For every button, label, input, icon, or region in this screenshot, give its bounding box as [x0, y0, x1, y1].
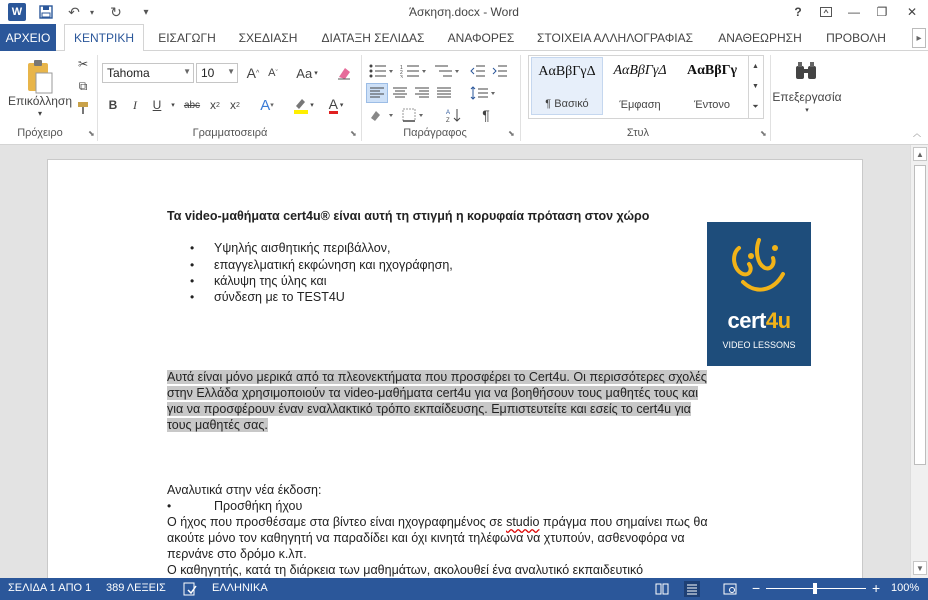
text-effects-label: A — [260, 96, 271, 114]
word-count[interactable]: 389 ΛΕΞΕΙΣ — [106, 582, 166, 594]
proofing-icon[interactable] — [182, 581, 198, 597]
subscript-button[interactable]: x 2 — [210, 98, 220, 112]
selected-text: Αυτά είναι μόνο μερικά από τα πλεονεκτήματα που προσφέρει το Cert4u. Οι περισσότερες σχολές — [167, 370, 707, 384]
group-divider — [520, 55, 521, 141]
bullet-icon: • — [190, 290, 195, 304]
numbering-button[interactable] — [398, 61, 430, 81]
clipboard-launcher-icon[interactable]: ⬊ — [88, 129, 95, 138]
copy-icon[interactable]: ⧉ — [78, 78, 88, 93]
read-mode-icon[interactable] — [654, 581, 670, 597]
font-group-label: Γραμματοσειρά — [192, 127, 268, 139]
tab-scroll-right-icon[interactable]: ▸ — [912, 28, 926, 48]
body-line[interactable]: Ο καθηγητής, κατά τη διάρκεια των μαθημάτων, ακολουθεί ένα αναλυτικό εκπαιδευτικό — [167, 563, 644, 577]
body-line[interactable] — [167, 515, 708, 529]
maximize-button[interactable]: ❐ — [876, 5, 888, 19]
tab-review[interactable]: ΑΝΑΘΕΩΡΗΣΗ — [718, 30, 802, 45]
chevron-down-icon: ▼ — [183, 67, 191, 76]
page-count[interactable]: ΣΕΛΙΔΑ 1 ΑΠΟ 1 — [8, 582, 92, 594]
styles-more-icon[interactable]: ⏷ — [748, 96, 762, 118]
editing-dropdown-icon[interactable]: ▾ — [805, 107, 809, 114]
styles-scroll-up-icon[interactable]: ▲ — [748, 56, 762, 76]
paste-dropdown-icon[interactable]: ▾ — [37, 108, 42, 118]
sort-icon[interactable] — [444, 105, 464, 125]
multilevel-list-button[interactable] — [432, 61, 462, 81]
ribbon-tabs — [0, 24, 928, 51]
bold-button[interactable]: B — [108, 98, 118, 112]
bullet-icon: • — [167, 499, 172, 513]
editing-button[interactable]: Επεξεργασία — [772, 90, 842, 104]
borders-button[interactable] — [400, 105, 430, 125]
details-intro[interactable]: Αναλυτικά στην νέα έκδοση: — [167, 483, 322, 497]
change-case-button[interactable]: Aa ▾ — [296, 65, 318, 81]
subscript-label: x — [210, 98, 217, 112]
paste-button[interactable]: Επικόλληση — [7, 94, 72, 108]
shrink-font-button[interactable]: A ˇ — [268, 67, 278, 79]
bullet-icon: • — [190, 258, 195, 272]
selected-paragraph-line[interactable] — [167, 418, 268, 432]
style-normal-name: ¶ Βασικό — [545, 98, 589, 110]
redo-icon[interactable]: ↻ — [110, 3, 122, 20]
logo-name-main: cert — [727, 308, 766, 333]
language-indicator[interactable]: ΕΛΛΗΝΙΚΑ — [212, 582, 268, 594]
logo-name — [707, 308, 811, 334]
justify-button[interactable] — [434, 83, 454, 103]
customize-toolbar-icon[interactable]: ▾ — [143, 6, 149, 18]
misspelled-word[interactable]: studio — [506, 515, 540, 529]
body-text: Ο ήχος που προσθέσαμε στα βίντεο είναι ηχογραφημένος σε — [167, 515, 507, 529]
style-strong[interactable] — [676, 57, 748, 115]
style-normal-sample: ΑαΒβΓγΔ — [538, 64, 596, 79]
print-layout-icon[interactable] — [684, 581, 700, 597]
logo-name-accent: 4u — [765, 308, 791, 333]
svg-text:2: 2 — [400, 70, 403, 76]
highlight-color-button[interactable]: ▾ — [290, 95, 316, 115]
collapse-ribbon-icon[interactable]: ︿ — [913, 128, 921, 138]
help-button[interactable]: ? — [794, 5, 802, 19]
body-line[interactable]: ακούτε μόνο τον καθηγητή να παραδίδει και όχι κινητά τηλέφωνα να χτυπούν, ασθενοφόρα να — [167, 531, 685, 545]
scroll-down-icon[interactable]: ▼ — [913, 561, 927, 575]
body-text: πράγμα που σημαίνει πως θα — [539, 515, 708, 529]
font-color-button[interactable]: A ▾ — [328, 95, 344, 112]
zoom-in-button[interactable]: + — [872, 580, 881, 596]
styles-group-label: Στυλ — [626, 127, 650, 139]
shrink-font-label: A — [268, 67, 276, 79]
bullet-icon: • — [190, 274, 195, 288]
group-divider — [770, 55, 771, 141]
zoom-slider-thumb[interactable] — [813, 583, 817, 594]
svg-text:1: 1 — [400, 65, 403, 71]
tab-home[interactable]: ΚΕΝΤΡΙΚΗ — [64, 24, 144, 52]
undo-dropdown-icon[interactable]: ▾ — [89, 7, 94, 17]
superscript-label: x — [230, 98, 237, 112]
tab-mailings[interactable]: ΣΤΟΙΧΕΙΑ ΑΛΛΗΛΟΓΡΑΦΙΑΣ — [536, 30, 694, 45]
vertical-scrollbar[interactable] — [910, 145, 928, 578]
selected-text: για να προσφέρουν έναν εναλλακτικό τρόπο εκπαίδευσης. Εμπιστευτείτε και εσείς το cert4u για — [167, 402, 691, 416]
selected-paragraph-line[interactable] — [167, 386, 698, 400]
show-formatting-marks-button[interactable]: ¶ — [482, 107, 490, 123]
chevron-down-icon: ▼ — [227, 67, 235, 76]
bullets-button[interactable] — [366, 61, 396, 81]
svg-text:A: A — [446, 110, 451, 116]
bullet-icon: • — [190, 241, 195, 255]
list-item[interactable]: σύνδεση με το TEST4U — [214, 290, 345, 304]
style-strong-name: Έντονο — [693, 99, 731, 111]
zoom-level[interactable]: 100% — [891, 582, 920, 594]
list-item[interactable]: κάλυψη της ύλης και — [214, 274, 327, 288]
zoom-out-button[interactable]: − — [752, 580, 761, 596]
tab-insert[interactable]: ΕΙΣΑΓΩΓΗ — [158, 30, 216, 45]
clipboard-group-label: Πρόχειρο — [17, 127, 63, 139]
tab-view[interactable]: ΠΡΟΒΟΛΗ — [826, 30, 886, 45]
tab-design[interactable]: ΣΧΕΔΙΑΣΗ — [238, 30, 298, 45]
font-launcher-icon[interactable]: ⬊ — [350, 129, 357, 138]
clear-formatting-icon[interactable] — [334, 63, 354, 83]
document-page[interactable] — [47, 159, 863, 578]
scroll-up-icon[interactable]: ▲ — [913, 147, 927, 161]
paste-icon[interactable] — [22, 57, 56, 97]
styles-launcher-icon[interactable]: ⬊ — [760, 129, 767, 138]
list-item[interactable]: Υψηλής αισθητικής περιβάλλον, — [214, 241, 391, 255]
align-center-button[interactable] — [390, 83, 410, 103]
selected-paragraph-line[interactable] — [167, 370, 707, 384]
binoculars-icon[interactable] — [790, 55, 822, 87]
cert4u-mascot-icon — [729, 234, 789, 298]
title-bar — [0, 0, 928, 24]
logo-subtitle: VIDEO LESSONS — [722, 340, 796, 350]
list-item[interactable]: Προσθήκη ήχου — [214, 499, 303, 513]
selected-text: τους μαθητές σας. — [167, 418, 268, 432]
styles-scroll-down-icon[interactable]: ▼ — [748, 76, 762, 96]
grow-font-button[interactable]: A ^ — [246, 65, 260, 81]
shading-button[interactable] — [366, 105, 396, 125]
style-emphasis-sample: ΑαΒβΓγΔ — [613, 63, 667, 78]
group-divider — [361, 55, 362, 141]
align-left-button[interactable] — [366, 83, 388, 103]
paragraph-launcher-icon[interactable]: ⬊ — [508, 129, 515, 138]
style-strong-sample: ΑαΒβΓγ — [686, 63, 738, 78]
ribbon-display-options-button[interactable] — [814, 2, 838, 22]
paragraph-group-label: Παράγραφος — [403, 127, 467, 139]
style-normal[interactable] — [531, 57, 603, 115]
body-line[interactable]: περνάνε στο δρόμο κ.λπ. — [167, 547, 307, 561]
style-emphasis[interactable] — [604, 57, 676, 115]
tab-file[interactable]: ΑΡΧΕΙΟ — [0, 24, 56, 51]
svg-text:Z: Z — [446, 118, 450, 123]
align-right-button[interactable] — [412, 83, 432, 103]
word-app-icon[interactable]: W — [8, 3, 26, 21]
font-size-select[interactable] — [196, 63, 238, 83]
close-button[interactable]: ✕ — [906, 5, 918, 19]
window-title: Άσκηση.docx - Word — [409, 5, 519, 19]
selected-text: στην Ελλάδα χρησιμοποιούν τα video-μαθήματα cert4u για να βοηθήσουν τους μαθητές τους και — [167, 386, 699, 400]
web-layout-icon[interactable] — [722, 581, 738, 597]
svg-text:3: 3 — [400, 75, 403, 78]
strikethrough-button[interactable]: abc — [183, 99, 201, 111]
font-color-label: A — [328, 95, 338, 112]
status-bar — [0, 578, 928, 600]
underline-button[interactable]: U — [152, 98, 162, 112]
text-effects-button[interactable]: A ▾ — [260, 96, 274, 114]
superscript-button[interactable]: x 2 — [230, 98, 240, 112]
font-name-value: Tahoma — [107, 66, 150, 80]
grow-font-label: A — [246, 65, 257, 81]
undo-icon[interactable]: ↶ — [68, 3, 80, 20]
tab-page-layout[interactable]: ΔΙΑΤΑΞΗ ΣΕΛΙΔΑΣ — [321, 30, 425, 45]
font-size-value: 10 — [201, 66, 215, 80]
list-item[interactable]: επαγγελματική εκφώνηση και ηχογράφηση, — [214, 258, 453, 272]
cert4u-logo — [707, 222, 811, 366]
line-spacing-button[interactable] — [468, 83, 498, 103]
ribbon — [0, 51, 928, 145]
selected-paragraph-line[interactable] — [167, 402, 691, 416]
italic-button[interactable]: I — [133, 97, 137, 112]
decrease-indent-icon[interactable] — [468, 61, 488, 81]
document-heading[interactable]: Τα video-μαθήματα cert4u® είναι αυτή τη στιγμή η κορυφαία πρόταση στον χώρο — [167, 209, 650, 223]
format-painter-icon[interactable] — [74, 99, 92, 117]
change-case-label: Aa — [296, 65, 313, 81]
cut-icon[interactable]: ✂ — [77, 57, 89, 71]
increase-indent-icon[interactable] — [490, 61, 510, 81]
scrollbar-thumb[interactable] — [914, 165, 926, 465]
group-divider — [97, 55, 98, 141]
underline-dropdown-icon[interactable]: ▾ — [171, 102, 175, 109]
font-name-select[interactable] — [102, 63, 194, 83]
tab-references[interactable]: ΑΝΑΦΟΡΕΣ — [447, 30, 515, 45]
document-area — [0, 145, 910, 578]
minimize-button[interactable]: — — [848, 5, 860, 19]
style-emphasis-name: Έμφαση — [619, 99, 661, 111]
